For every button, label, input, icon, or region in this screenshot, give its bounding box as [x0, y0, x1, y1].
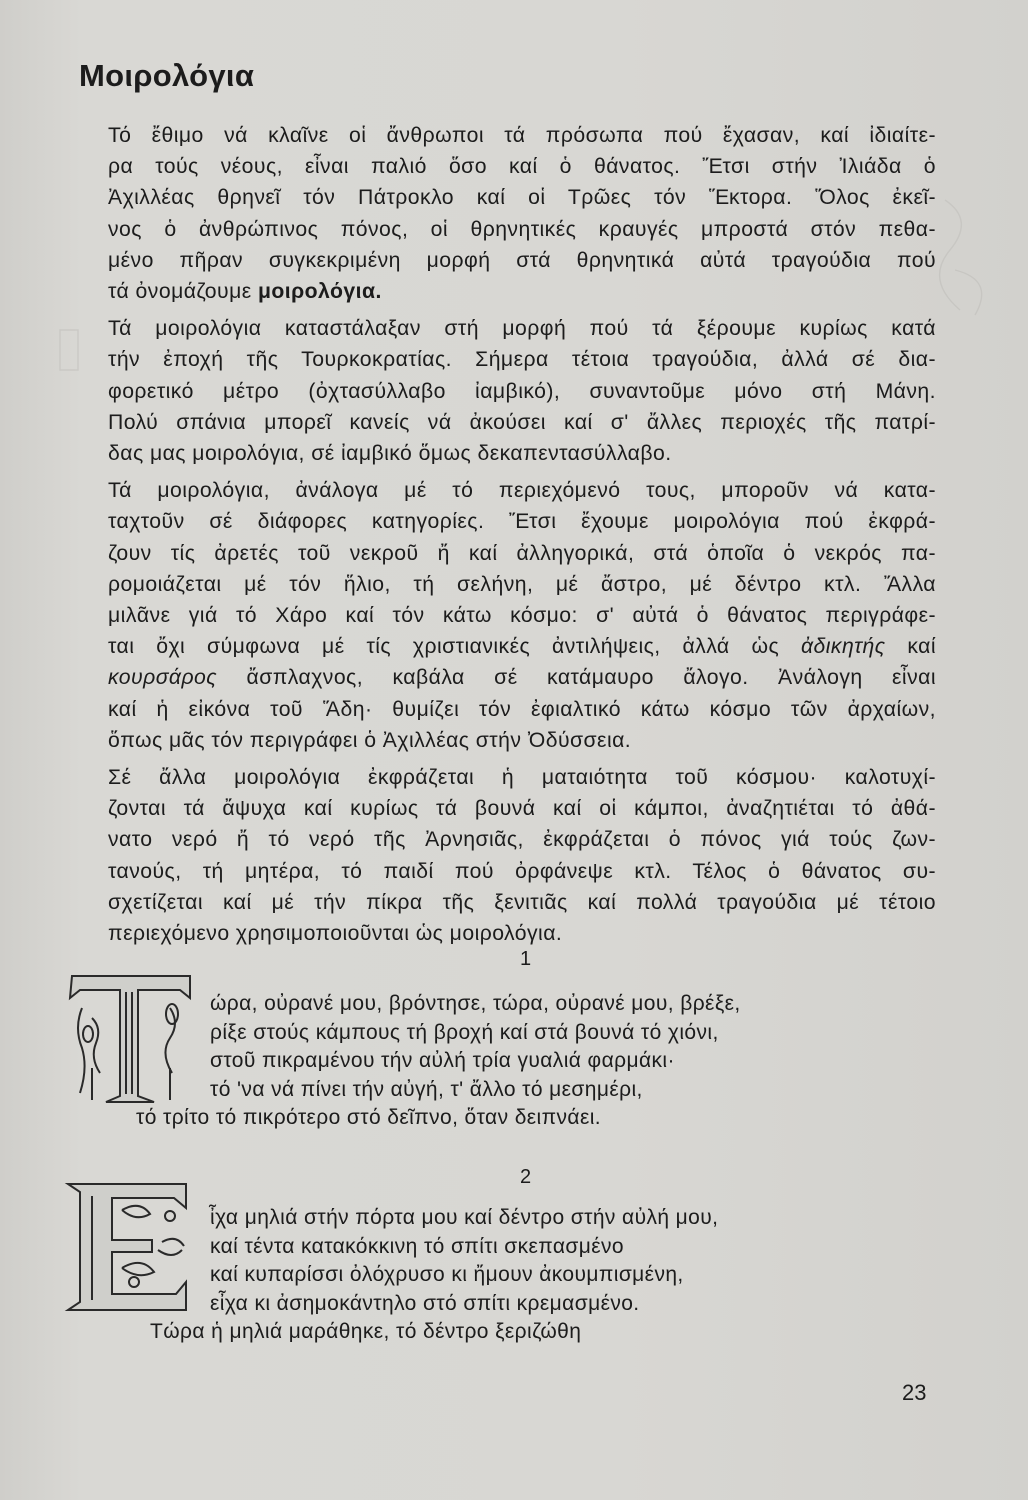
ornamental-dropcap-tau: [62, 968, 197, 1108]
poem-line: ρίξε στούς κάμπους τή βροχή καί στά βουνά τό χιόνι,: [210, 1020, 719, 1044]
text-line: περιεχόμενο χρησιμοποιοῦνται ὡς μοιρολόγια.: [108, 922, 563, 946]
poem-2: [150, 1204, 719, 1347]
text-line: Τά μοιρολόγια, ἀνάλογα μέ τό περιεχόμενό τους, μποροῦν νά κατα-: [108, 479, 936, 503]
text-line: ὅπως μᾶς τόν περιγράφει ὁ Ἀχιλλέας στήν Ὀδύσσεια.: [108, 728, 632, 752]
text-line: Σέ ἄλλα μοιρολόγια ἐκφράζεται ἡ ματαιότητα τοῦ κόσμου· καλοτυχί-: [108, 766, 936, 790]
poem-line: εἶχα κι ἀσημοκάντηλο στό σπίτι κρεμασμένο.: [210, 1291, 640, 1315]
poem-line: καί τέντα κατακόκκινη τό σπίτι σκεπασμένο: [210, 1234, 625, 1258]
text-line: ρα τούς νέους, εἶναι παλιό ὅσο καί ὁ θάνατος. Ἔτσι στήν Ἰλιάδα ὁ: [108, 155, 936, 179]
article-body: [78, 120, 936, 955]
text-line: Ἀχιλλέας θρηνεῖ τόν Πάτροκλο καί οἱ Τρῶες τόν Ἕκτορα. Ὅλος ἐκεῖ-: [108, 186, 936, 210]
text-line: Πολύ σπάνια μπορεῖ κανείς νά ἀκούσει καί σ' ἄλλες περιοχές τῆς πατρί-: [108, 410, 936, 434]
text-line: μιλᾶνε γιά τό Χάρο καί τόν κάτω κόσμο: σ' αὐτά ὁ θάνατος περιγράφε-: [108, 604, 936, 628]
poem-number: 2: [520, 1166, 532, 1188]
text-line: καί ἡ εἰκόνα τοῦ Ἅδη· θυμίζει τόν ἐφιαλτικό κάτω κόσμο τῶν ἀρχαίων,: [108, 697, 936, 721]
poem-line: Τώρα ἡ μηλιά μαράθηκε, τό δέντρο ξεριζώθη: [150, 1320, 582, 1343]
text-line: Τά μοιρολόγια καταστάλαξαν στή μορφή πού τά ξέρουμε κυρίως κατά: [108, 317, 936, 341]
text-line: [78, 631, 936, 662]
text-line: Τό ἔθιμο νά κλαῖνε οἱ ἄνθρωποι τά πρόσωπα πού ἔχασαν, καί ἰδιαίτε-: [108, 124, 936, 147]
poem-1: [136, 990, 741, 1133]
text-line: φορετικό μέτρο (ὀχτασύλλαβο ἰαμβικό), συναντοῦμε μόνο στή Μάνη.: [108, 379, 936, 403]
text-line: σχετίζεται καί μέ τήν πίκρα τῆς ξενιτιᾶς καί πολλά τραγούδια μέ τέτοιο: [108, 890, 936, 914]
text-line: ζουν τίς ἀρετές τοῦ νεκροῦ ἤ καί ἀλληγορικά, στά ὁποῖα ὁ νεκρός πα-: [108, 541, 936, 565]
text-line: νατο νερό ἤ τό νερό τῆς Ἀρνησιᾶς, ἐκφράζεται ὁ πόνος γιά τούς ζων-: [108, 828, 936, 852]
italic-term: κουρσάρος: [108, 666, 218, 690]
text-line: τήν ἐποχή τῆς Τουρκοκρατίας. Σήμερα τέτοια τραγούδια, ἀλλά σέ δια-: [108, 348, 936, 372]
ornamental-dropcap-epsilon: [62, 1180, 197, 1315]
poem-line: ώρα, οὐρανέ μου, βρόντησε, τώρα, οὐρανέ μου, βρέξε,: [210, 992, 741, 1015]
text-line: τανούς, τή μητέρα, τό παιδί πού ὀρφάνεψε κτλ. Τέλος ὁ θάνατος συ-: [108, 859, 936, 883]
paragraph: [78, 762, 936, 949]
text-line: μένο πῆραν συγκεκριμένη μορφή στά θρηνητικά αὐτά τραγούδια πού: [108, 248, 936, 272]
poem-line: στοῦ πικραμένου τήν αὐλή τρία γυαλιά φαρμάκι·: [210, 1049, 675, 1072]
text-line: [78, 662, 936, 693]
keyword-bold: μοιρολόγια.: [257, 280, 382, 304]
text-line: [78, 276, 936, 307]
text-line: νος ὁ ἀνθρώπινος πόνος, οἱ θρηνητικές κραυγές μπροστά στόν πεθα-: [108, 217, 936, 241]
text-line: ζονται τά ἄψυχα καί κυρίως τά βουνά καί οἱ κάμποι, ἀναζητιέται τό ἀθά-: [108, 797, 936, 821]
text-span: ἄσπλαχνος, καβάλα σέ κατάμαυρο ἄλογο. Ἀνάλογη εἶναι: [217, 666, 936, 690]
page-number: 23: [902, 1380, 927, 1405]
italic-term: ἀδικητής: [800, 635, 886, 659]
paragraph: [78, 475, 936, 756]
poem-number: 1: [520, 948, 532, 970]
text-span: καί: [885, 635, 936, 659]
poem-line: ἶχα μηλιά στήν πόρτα μου καί δέντρο στήν αὐλή μου,: [210, 1206, 719, 1229]
paragraph: [78, 313, 936, 469]
page-title: Μοιρολόγια: [79, 58, 255, 93]
poem-line: τό τρίτο τό πικρότερο στό δεῖπνο, ὅταν δειπνάει.: [136, 1106, 602, 1129]
text-line: ταχτοῦν σέ διάφορες κατηγορίες. Ἔτσι ἔχουμε μοιρολόγια πού ἐκφρά-: [108, 510, 936, 534]
text-line: δας μας μοιρολόγια, σέ ἰαμβικό ὅμως δεκαπεντασύλλαβο.: [108, 442, 672, 466]
text-span: ται ὄχι σύμφωνα μέ τίς χριστιανικές ἀντιλήψεις, ἀλλά ὡς: [108, 635, 801, 659]
poem-line: τό 'να νά πίνει τήν αὐγή, τ' ἄλλο τό μεσημέρι,: [210, 1077, 643, 1101]
text-line: ρομοιάζεται μέ τόν ἥλιο, τή σελήνη, μέ ἄστρο, μέ δέντρο κτλ. Ἄλλα: [108, 572, 936, 596]
poem-line: καί κυπαρίσσι ὀλόχρυσο κι ἤμουν ἀκουμπισμένη,: [210, 1263, 684, 1286]
text-span: τά ὀνομάζουμε: [108, 280, 258, 304]
paragraph: [78, 120, 936, 307]
